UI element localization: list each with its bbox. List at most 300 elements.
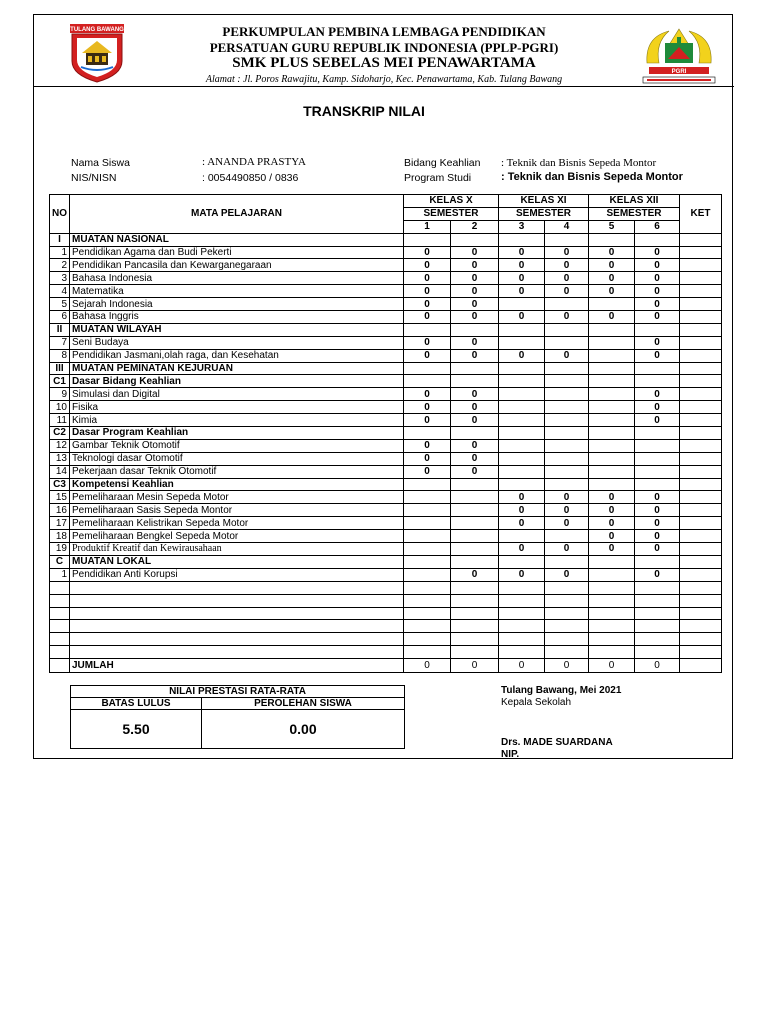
row-number: 9 [50, 388, 70, 401]
grade-cell [545, 530, 589, 543]
grade-cell [635, 465, 680, 478]
table-row [50, 414, 722, 427]
class-header-x: KELAS X [404, 195, 499, 208]
row-subject: Kompetensi Keahlian [70, 478, 404, 491]
grade-cell [545, 401, 589, 414]
subject-header: MATA PELAJARAN [70, 195, 404, 234]
grade-cell: 0 [545, 568, 589, 581]
row-subject: Dasar Program Keahlian [70, 427, 404, 440]
row-number: 2 [50, 259, 70, 272]
semester-label-x: SEMESTER [404, 207, 499, 220]
grade-cell: 0 [451, 452, 499, 465]
row-subject: Pemeliharaan Bengkel Sepeda Motor [70, 530, 404, 543]
grade-cell [451, 530, 499, 543]
grade-cell: 0 [499, 491, 545, 504]
ket-cell [680, 491, 722, 504]
ket-cell [680, 530, 722, 543]
table-row [50, 246, 722, 259]
grade-cell [589, 414, 635, 427]
grade-cell [404, 555, 451, 568]
total-ket-cell [680, 659, 722, 673]
table-row [50, 452, 722, 465]
grade-cell: 0 [589, 543, 635, 556]
grade-cell [545, 555, 589, 568]
semester-label-xi: SEMESTER [499, 207, 589, 220]
grade-cell [589, 336, 635, 349]
grade-cell [545, 633, 589, 646]
grade-cell: 0 [589, 246, 635, 259]
grade-cell [635, 323, 680, 336]
grade-cell [499, 478, 545, 491]
row-subject [70, 620, 404, 633]
grade-cell: 0 [451, 439, 499, 452]
row-number: 3 [50, 272, 70, 285]
grade-cell [589, 568, 635, 581]
ket-header: KET [680, 195, 722, 234]
row-number [50, 633, 70, 646]
grade-cell [404, 491, 451, 504]
grade-cell [545, 594, 589, 607]
row-number: 10 [50, 401, 70, 414]
grade-cell: 0 [635, 272, 680, 285]
ket-cell [680, 375, 722, 388]
grade-cell: 0 [404, 439, 451, 452]
grade-cell: 0 [451, 246, 499, 259]
grade-cell [404, 543, 451, 556]
student-score-label: PEROLEHAN SISWA [202, 698, 405, 710]
grade-cell [545, 323, 589, 336]
org-name-line-1: PERKUMPULAN PEMBINA LEMBAGA PENDIDIKAN [222, 24, 546, 39]
row-number: 12 [50, 439, 70, 452]
table-row [50, 543, 722, 556]
ket-cell [680, 568, 722, 581]
grade-cell: 0 [635, 259, 680, 272]
grade-cell [451, 427, 499, 440]
grade-cell [545, 362, 589, 375]
ket-cell [680, 259, 722, 272]
grade-cell [545, 375, 589, 388]
grade-cell: 0 [635, 336, 680, 349]
semester-number: 3 [499, 220, 545, 233]
grade-cell [451, 491, 499, 504]
row-number [50, 646, 70, 659]
row-number: 18 [50, 530, 70, 543]
row-subject: Pendidikan Pancasila dan Kewarganegaraan [70, 259, 404, 272]
grade-cell: 0 [635, 311, 680, 324]
grade-cell [545, 336, 589, 349]
program-label: Program Studi [404, 172, 472, 184]
ket-cell [680, 311, 722, 324]
row-subject: Pemeliharaan Sasis Sepeda Montor [70, 504, 404, 517]
row-subject: Pendidikan Jasmani,olah raga, dan Kesehatan [70, 349, 404, 362]
grade-cell: 0 [451, 285, 499, 298]
table-row [50, 530, 722, 543]
ket-cell [680, 349, 722, 362]
grade-cell [499, 298, 545, 311]
row-subject: MUATAN LOKAL [70, 555, 404, 568]
grade-cell [635, 555, 680, 568]
grade-cell [499, 646, 545, 659]
student-nis-label: NIS/NISN [71, 172, 117, 184]
grade-cell [545, 439, 589, 452]
grade-cell: 0 [635, 388, 680, 401]
grade-cell: 0 [635, 414, 680, 427]
table-row [50, 555, 722, 568]
row-number: 16 [50, 504, 70, 517]
total-value: 0 [635, 659, 680, 673]
grade-cell [451, 581, 499, 594]
grade-cell [635, 427, 680, 440]
ket-cell [680, 298, 722, 311]
signature-name: Drs. MADE SUARDANA [501, 737, 613, 748]
grade-cell [404, 530, 451, 543]
grade-cell: 0 [499, 349, 545, 362]
row-subject: Pendidikan Anti Korupsi [70, 568, 404, 581]
ket-cell [680, 272, 722, 285]
table-row [50, 517, 722, 530]
table-row [50, 349, 722, 362]
signature-place-date: Tulang Bawang, Mei 2021 [501, 685, 622, 696]
grade-cell [451, 375, 499, 388]
grade-cell: 0 [635, 285, 680, 298]
grade-cell: 0 [451, 336, 499, 349]
row-number: 1 [50, 568, 70, 581]
ket-cell [680, 646, 722, 659]
grade-cell [635, 362, 680, 375]
grade-cell [545, 646, 589, 659]
grade-cell: 0 [499, 568, 545, 581]
grade-cell [499, 414, 545, 427]
grade-cell [589, 607, 635, 620]
field-label: Bidang Keahlian [404, 157, 481, 169]
row-number: 4 [50, 285, 70, 298]
grade-cell: 0 [545, 285, 589, 298]
table-row [50, 259, 722, 272]
grade-cell: 0 [499, 285, 545, 298]
grade-cell [404, 568, 451, 581]
grade-cell: 0 [545, 311, 589, 324]
total-value: 0 [451, 659, 499, 673]
grade-cell [545, 478, 589, 491]
table-row [50, 465, 722, 478]
ket-cell [680, 594, 722, 607]
grade-cell [635, 581, 680, 594]
grade-cell: 0 [545, 259, 589, 272]
grade-cell [499, 388, 545, 401]
grade-cell [635, 607, 680, 620]
row-number: 1 [50, 246, 70, 259]
school-name: SMK PLUS SEBELAS MEI PENAWARTAMA [232, 55, 536, 71]
row-number: C3 [50, 478, 70, 491]
grade-cell: 0 [404, 298, 451, 311]
table-row [50, 233, 722, 246]
ket-cell [680, 362, 722, 375]
grade-cell: 0 [404, 259, 451, 272]
grade-cell: 0 [404, 452, 451, 465]
transcript-sheet [33, 14, 733, 759]
row-subject [70, 633, 404, 646]
grade-cell [499, 581, 545, 594]
grade-cell: 0 [499, 311, 545, 324]
row-number [50, 581, 70, 594]
grade-cell [545, 298, 589, 311]
ket-cell [680, 388, 722, 401]
row-number: I [50, 233, 70, 246]
grade-cell [451, 504, 499, 517]
ket-cell [680, 452, 722, 465]
row-number [50, 620, 70, 633]
grade-cell [589, 452, 635, 465]
grade-cell: 0 [589, 517, 635, 530]
row-subject [70, 607, 404, 620]
grades-table [49, 194, 722, 673]
row-subject: Teknologi dasar Otomotif [70, 452, 404, 465]
grade-cell [404, 323, 451, 336]
ket-cell [680, 607, 722, 620]
grade-cell [404, 362, 451, 375]
grade-cell [589, 298, 635, 311]
left-logo-text: TULANG BAWANG [70, 27, 124, 33]
table-row [50, 504, 722, 517]
grade-cell [499, 452, 545, 465]
grade-cell [589, 478, 635, 491]
grade-cell: 0 [635, 401, 680, 414]
grade-cell [545, 452, 589, 465]
grade-cell: 0 [404, 311, 451, 324]
grade-cell [635, 646, 680, 659]
grade-cell [589, 233, 635, 246]
field-value: : Teknik dan Bisnis Sepeda Montor [501, 157, 657, 169]
grade-cell [589, 401, 635, 414]
grade-cell: 0 [404, 336, 451, 349]
grade-cell [499, 620, 545, 633]
grade-cell: 0 [545, 504, 589, 517]
total-value: 0 [589, 659, 635, 673]
ket-cell [680, 620, 722, 633]
row-number: 13 [50, 452, 70, 465]
row-subject [70, 581, 404, 594]
grade-cell [589, 594, 635, 607]
grade-cell [635, 375, 680, 388]
pass-limit-value: 5.50 [71, 710, 202, 749]
ket-cell [680, 478, 722, 491]
grade-cell: 0 [404, 349, 451, 362]
grade-cell [404, 581, 451, 594]
grade-cell [451, 323, 499, 336]
grade-cell: 0 [404, 401, 451, 414]
table-row [50, 594, 722, 607]
grade-cell: 0 [589, 272, 635, 285]
pass-limit-label: BATAS LULUS [71, 698, 202, 710]
signature-role: Kepala Sekolah [501, 697, 572, 708]
grade-cell: 0 [589, 311, 635, 324]
grade-cell: 0 [545, 272, 589, 285]
grade-cell [404, 478, 451, 491]
grade-cell: 0 [635, 298, 680, 311]
grade-cell: 0 [499, 517, 545, 530]
grade-cell [451, 517, 499, 530]
row-subject: Dasar Bidang Keahlian [70, 375, 404, 388]
row-number: 19 [50, 543, 70, 556]
row-subject: Seni Budaya [70, 336, 404, 349]
total-value: 0 [404, 659, 451, 673]
row-subject: Pemeliharaan Mesin Sepeda Motor [70, 491, 404, 504]
grade-cell: 0 [635, 246, 680, 259]
row-number: 8 [50, 349, 70, 362]
grade-cell [451, 646, 499, 659]
grade-cell [451, 478, 499, 491]
grade-cell: 0 [451, 259, 499, 272]
grade-cell [404, 375, 451, 388]
semester-number: 1 [404, 220, 451, 233]
row-subject [70, 594, 404, 607]
grade-cell [635, 620, 680, 633]
class-header-xii: KELAS XII [589, 195, 680, 208]
grade-cell: 0 [451, 401, 499, 414]
grade-cell: 0 [589, 491, 635, 504]
row-subject: MUATAN NASIONAL [70, 233, 404, 246]
grade-cell: 0 [545, 543, 589, 556]
grade-cell [635, 233, 680, 246]
grade-cell: 0 [499, 246, 545, 259]
row-subject [70, 646, 404, 659]
pgri-emblem-icon [639, 23, 719, 87]
row-subject: Bahasa Indonesia [70, 272, 404, 285]
table-row [50, 607, 722, 620]
grade-cell: 0 [404, 465, 451, 478]
grade-cell: 0 [499, 504, 545, 517]
document-title: TRANSKRIP NILAI [303, 103, 425, 119]
table-row [50, 362, 722, 375]
grade-cell [451, 607, 499, 620]
row-subject: Pendidikan Agama dan Budi Pekerti [70, 246, 404, 259]
row-subject: Kimia [70, 414, 404, 427]
row-number: 6 [50, 311, 70, 324]
ket-cell [680, 427, 722, 440]
ket-cell [680, 504, 722, 517]
semester-number: 5 [589, 220, 635, 233]
grade-cell [589, 439, 635, 452]
student-nis-value: : 0054490850 / 0836 [202, 172, 299, 184]
grade-cell [499, 336, 545, 349]
row-subject: Pekerjaan dasar Teknik Otomotif [70, 465, 404, 478]
row-number: 17 [50, 517, 70, 530]
row-number: 11 [50, 414, 70, 427]
grade-cell [499, 375, 545, 388]
row-number: C [50, 555, 70, 568]
grade-cell [589, 581, 635, 594]
grade-cell [451, 620, 499, 633]
right-logo-text: PGRI [671, 69, 687, 75]
ket-cell [680, 465, 722, 478]
grade-cell: 0 [451, 349, 499, 362]
table-row [50, 388, 722, 401]
grade-cell: 0 [451, 388, 499, 401]
row-subject: Matematika [70, 285, 404, 298]
row-number: C2 [50, 427, 70, 440]
row-subject: Gambar Teknik Otomotif [70, 439, 404, 452]
grade-cell [404, 607, 451, 620]
ket-cell [680, 323, 722, 336]
grade-cell [404, 633, 451, 646]
grade-cell: 0 [635, 491, 680, 504]
grade-cell: 0 [404, 272, 451, 285]
ket-cell [680, 401, 722, 414]
grade-cell: 0 [545, 349, 589, 362]
row-subject: Simulasi dan Digital [70, 388, 404, 401]
grade-cell [499, 530, 545, 543]
table-row [50, 491, 722, 504]
student-name-label: Nama Siswa [71, 157, 130, 169]
grade-cell [635, 439, 680, 452]
grade-cell [451, 543, 499, 556]
grade-cell [635, 594, 680, 607]
grade-cell [499, 633, 545, 646]
ket-cell [680, 555, 722, 568]
semester-number: 2 [451, 220, 499, 233]
grade-cell [499, 594, 545, 607]
table-row [50, 478, 722, 491]
grade-cell [499, 427, 545, 440]
table-row [50, 439, 722, 452]
grade-cell [589, 323, 635, 336]
semester-label-xii: SEMESTER [589, 207, 680, 220]
row-subject: MUATAN WILAYAH [70, 323, 404, 336]
grade-cell [589, 646, 635, 659]
ket-cell [680, 246, 722, 259]
row-subject: Sejarah Indonesia [70, 298, 404, 311]
grade-cell [499, 465, 545, 478]
grade-cell: 0 [635, 504, 680, 517]
grade-cell [499, 323, 545, 336]
grade-cell [404, 517, 451, 530]
grade-cell [635, 452, 680, 465]
grade-cell [545, 581, 589, 594]
grade-cell [589, 555, 635, 568]
ket-cell [680, 543, 722, 556]
table-row [50, 620, 722, 633]
grade-cell [545, 465, 589, 478]
grade-cell [545, 620, 589, 633]
row-number: 15 [50, 491, 70, 504]
grade-cell: 0 [451, 568, 499, 581]
grade-cell: 0 [499, 259, 545, 272]
student-score-value: 0.00 [202, 710, 405, 749]
grade-cell: 0 [589, 259, 635, 272]
summary-title: NILAI PRESTASI RATA-RATA [71, 686, 405, 698]
grade-cell: 0 [404, 414, 451, 427]
row-subject: Pemeliharaan Kelistrikan Sepeda Motor [70, 517, 404, 530]
row-subject: MUATAN PEMINATAN KEJURUAN [70, 362, 404, 375]
table-row [50, 646, 722, 659]
grade-cell: 0 [635, 530, 680, 543]
row-number: III [50, 362, 70, 375]
grade-cell [635, 478, 680, 491]
grade-cell: 0 [589, 285, 635, 298]
grade-cell [635, 633, 680, 646]
grade-cell: 0 [635, 543, 680, 556]
grade-cell: 0 [451, 414, 499, 427]
grade-cell [404, 427, 451, 440]
grade-cell: 0 [404, 388, 451, 401]
table-row [50, 285, 722, 298]
grade-cell [451, 362, 499, 375]
grade-cell [589, 427, 635, 440]
total-value: 0 [545, 659, 589, 673]
grade-cell: 0 [589, 504, 635, 517]
row-number: C1 [50, 375, 70, 388]
row-number: 14 [50, 465, 70, 478]
